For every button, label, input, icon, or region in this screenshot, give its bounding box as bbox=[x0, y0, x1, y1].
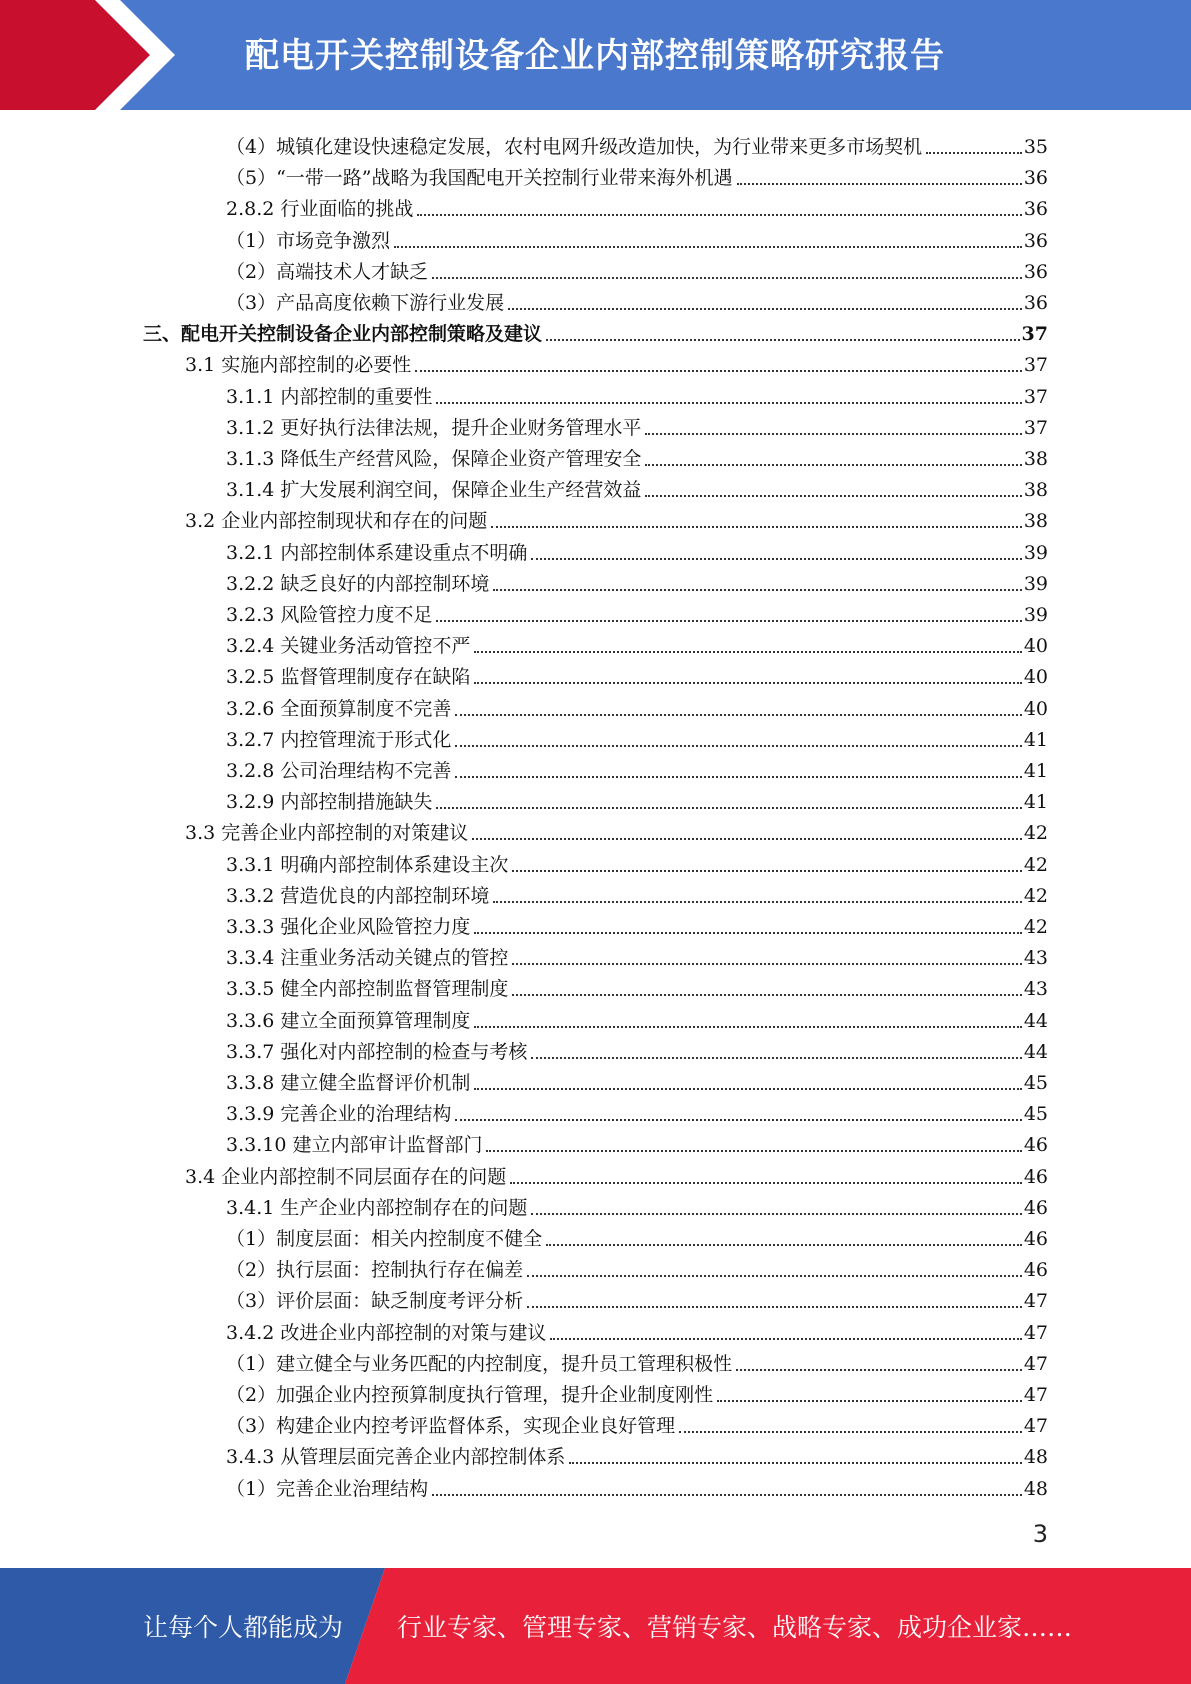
toc-entry-page: 41 bbox=[1023, 760, 1048, 782]
toc-dot-leader bbox=[493, 589, 1021, 591]
toc-entry-page: 39 bbox=[1023, 572, 1048, 595]
toc-dot-leader bbox=[472, 838, 1022, 840]
toc-entry-page: 46 bbox=[1023, 1259, 1048, 1282]
toc-entry-page: 45 bbox=[1023, 1072, 1048, 1094]
toc-entry[interactable] bbox=[226, 1407, 1048, 1438]
toc-entry[interactable] bbox=[226, 690, 1048, 721]
toc-dot-leader bbox=[645, 464, 1021, 466]
toc-entry-page: 36 bbox=[1023, 229, 1048, 252]
toc-dot-leader bbox=[474, 932, 1021, 934]
toc-entry-page: 40 bbox=[1023, 666, 1048, 689]
toc-entry-page: 42 bbox=[1023, 853, 1048, 876]
toc-dot-leader bbox=[455, 776, 1021, 778]
toc-entry-title: （1）建立健全与业务匹配的内控制度，提升员工管理积极性 bbox=[226, 1352, 733, 1375]
toc-entry[interactable] bbox=[226, 253, 1048, 284]
toc-entry-page: 36 bbox=[1023, 198, 1048, 221]
toc-entry-page: 36 bbox=[1023, 260, 1048, 283]
toc-entry[interactable] bbox=[226, 1282, 1048, 1313]
toc-entry[interactable] bbox=[226, 1126, 1048, 1157]
toc-entry-page: 42 bbox=[1023, 822, 1048, 845]
toc-entry[interactable] bbox=[226, 596, 1048, 627]
toc-entry-title: 3.3.1 明确内部控制体系建设主次 bbox=[226, 853, 509, 876]
toc-entry-title: （5）“一带一路”战略为我国配电开关控制行业带来海外机遇 bbox=[226, 167, 733, 190]
toc-entry-page: 48 bbox=[1023, 1446, 1048, 1469]
toc-entry[interactable] bbox=[226, 1220, 1048, 1251]
toc-entry[interactable] bbox=[226, 939, 1048, 970]
toc-entry-page: 39 bbox=[1023, 541, 1048, 564]
toc-entry-page: 41 bbox=[1023, 728, 1048, 751]
toc-entry-title: 3.3.6 建立全面预算管理制度 bbox=[226, 1009, 471, 1032]
toc-dot-leader bbox=[474, 651, 1021, 653]
toc-entry[interactable] bbox=[226, 752, 1048, 783]
page-footer bbox=[0, 1568, 1191, 1684]
toc-dot-leader bbox=[512, 870, 1021, 872]
toc-entry-page: 46 bbox=[1023, 1165, 1048, 1188]
toc-entry[interactable] bbox=[226, 1438, 1048, 1469]
toc-entry-page: 36 bbox=[1023, 292, 1048, 314]
toc-dot-leader bbox=[645, 433, 1021, 435]
toc-entry-title: （3）构建企业内控考评监督体系，实现企业良好管理 bbox=[226, 1415, 676, 1438]
toc-entry[interactable] bbox=[226, 1033, 1048, 1064]
toc-entry[interactable] bbox=[226, 846, 1048, 877]
toc-entry-title: 3.1 实施内部控制的必要性 bbox=[185, 354, 412, 377]
toc-entry[interactable] bbox=[226, 222, 1048, 253]
toc-entry-page: 37 bbox=[1023, 385, 1048, 408]
toc-dot-leader bbox=[546, 339, 1020, 341]
toc-entry[interactable] bbox=[185, 1158, 1048, 1189]
toc-entry-page: 45 bbox=[1023, 1103, 1048, 1126]
toc-entry-page: 47 bbox=[1023, 1415, 1048, 1438]
toc-entry-page: 38 bbox=[1023, 479, 1048, 502]
toc-entry[interactable] bbox=[226, 471, 1048, 502]
toc-entry[interactable] bbox=[226, 1470, 1048, 1501]
toc-entry-page: 39 bbox=[1023, 604, 1048, 626]
toc-dot-leader bbox=[510, 1182, 1022, 1184]
toc-entry[interactable] bbox=[226, 378, 1048, 409]
toc-entry[interactable] bbox=[226, 721, 1048, 752]
toc-entry[interactable] bbox=[226, 1189, 1048, 1220]
toc-entry-title: 3.3.3 强化企业风险管控力度 bbox=[226, 916, 471, 938]
toc-entry-page: 35 bbox=[1023, 136, 1048, 158]
toc-entry[interactable] bbox=[226, 658, 1048, 689]
toc-dot-leader bbox=[736, 1369, 1022, 1371]
toc-entry-page: 47 bbox=[1023, 1384, 1048, 1406]
toc-entry-title: （2）加强企业内控预算制度执行管理，提升企业制度刚性 bbox=[226, 1384, 714, 1406]
toc-entry-title: （3）评价层面：缺乏制度考评分析 bbox=[226, 1290, 524, 1313]
toc-entry-title: 3.1.2 更好执行法律法规，提升企业财务管理水平 bbox=[226, 416, 642, 439]
toc-entry-title: 3.4 企业内部控制不同层面存在的问题 bbox=[185, 1165, 507, 1188]
toc-entry-title: 3.3.4 注重业务活动关键点的管控 bbox=[226, 947, 509, 970]
toc-entry-title: 3.2.2 缺乏良好的内部控制环境 bbox=[226, 572, 490, 595]
toc-entry-title: （3）产品高度依赖下游行业发展 bbox=[226, 292, 505, 314]
toc-entry[interactable] bbox=[226, 128, 1048, 159]
header-title: 配电开关控制设备企业内部控制策略研究报告 bbox=[245, 36, 945, 76]
toc-dot-leader bbox=[679, 1431, 1022, 1433]
toc-entry-page: 47 bbox=[1023, 1321, 1048, 1344]
toc-entry-page: 40 bbox=[1023, 635, 1048, 658]
toc-entry-title: （1）完善企业治理结构 bbox=[226, 1477, 429, 1500]
toc-entry[interactable] bbox=[226, 1002, 1048, 1033]
toc-entry-title: 三、配电开关控制设备企业内部控制策略及建议 bbox=[143, 323, 543, 346]
toc-entry-title: 3.2.3 风险管控力度不足 bbox=[226, 604, 433, 626]
toc-dot-leader bbox=[474, 682, 1021, 684]
toc-dot-leader bbox=[645, 495, 1021, 497]
toc-entry[interactable] bbox=[226, 783, 1048, 814]
toc-dot-leader bbox=[546, 1244, 1022, 1246]
toc-dot-leader bbox=[717, 1400, 1022, 1402]
toc-entry-page: 42 bbox=[1023, 884, 1048, 907]
toc-entry-page: 38 bbox=[1023, 510, 1048, 533]
toc-dot-leader bbox=[455, 745, 1021, 747]
toc-entry-title: 3.4.3 从管理层面完善企业内部控制体系 bbox=[226, 1446, 566, 1469]
toc-entry-title: 3.2 企业内部控制现状和存在的问题 bbox=[185, 510, 488, 533]
toc-entry[interactable] bbox=[226, 190, 1048, 221]
toc-entry[interactable] bbox=[226, 877, 1048, 908]
toc-entry-title: 3.3.9 完善企业的治理结构 bbox=[226, 1103, 452, 1126]
toc-entry[interactable] bbox=[226, 565, 1048, 596]
toc-entry-title: 3.4.1 生产企业内部控制存在的问题 bbox=[226, 1196, 528, 1219]
toc-dot-leader bbox=[474, 1088, 1021, 1090]
toc-dot-leader bbox=[531, 1057, 1021, 1059]
toc-dot-leader bbox=[436, 402, 1021, 404]
toc-entry[interactable] bbox=[226, 440, 1048, 471]
toc-entry-page: 37 bbox=[1023, 354, 1048, 377]
toc-entry[interactable] bbox=[226, 1345, 1048, 1376]
toc-entry-title: （1）市场竞争激烈 bbox=[226, 229, 391, 252]
toc-dot-leader bbox=[527, 1275, 1022, 1277]
toc-entry-title: 3.1.3 降低生产经营风险，保障企业资产管理安全 bbox=[226, 448, 642, 470]
toc-entry[interactable] bbox=[226, 1251, 1048, 1282]
toc-dot-leader bbox=[926, 152, 1022, 154]
toc-dot-leader bbox=[474, 1026, 1021, 1028]
toc-entry[interactable] bbox=[226, 1095, 1048, 1126]
toc-dot-leader bbox=[491, 526, 1022, 528]
toc-entry-page: 47 bbox=[1023, 1290, 1048, 1313]
toc-dot-leader bbox=[432, 1494, 1022, 1496]
toc-entry-page: 42 bbox=[1023, 916, 1048, 938]
toc-entry[interactable] bbox=[185, 502, 1048, 533]
toc-entry-page: 44 bbox=[1023, 1009, 1048, 1032]
toc-entry-title: 3.1.4 扩大发展利润空间，保障企业生产经营效益 bbox=[226, 479, 642, 502]
toc-entry-title: （4）城镇化建设快速稳定发展，农村电网升级改造加快，为行业带来更多市场契机 bbox=[226, 136, 923, 158]
toc-dot-leader bbox=[486, 1150, 1021, 1152]
toc-entry-title: 3.2.9 内部控制措施缺失 bbox=[226, 791, 433, 814]
footer-slogan-left: 让每个人都能成为 bbox=[143, 1613, 344, 1642]
toc-entry-page: 46 bbox=[1023, 1196, 1048, 1219]
toc-entry-page: 37 bbox=[1021, 323, 1048, 346]
toc-entry[interactable] bbox=[226, 409, 1048, 440]
toc-entry[interactable] bbox=[226, 1314, 1048, 1345]
toc-dot-leader bbox=[512, 994, 1021, 996]
toc-dot-leader bbox=[415, 370, 1022, 372]
toc-dot-leader bbox=[569, 1462, 1021, 1464]
toc-entry[interactable] bbox=[185, 346, 1048, 377]
toc-entry[interactable] bbox=[226, 159, 1048, 190]
toc-entry-title: （2）执行层面：控制执行存在偏差 bbox=[226, 1259, 524, 1282]
footer-slogan-right: 行业专家、管理专家、营销专家、战略专家、成功企业家…… bbox=[397, 1613, 1073, 1642]
toc-entry-title: 3.3.2 营造优良的内部控制环境 bbox=[226, 884, 490, 907]
toc-entry[interactable] bbox=[226, 970, 1048, 1001]
toc-entry-page: 43 bbox=[1023, 978, 1048, 1001]
toc-entry-title: 3.1.1 内部控制的重要性 bbox=[226, 385, 433, 408]
toc-entry-page: 37 bbox=[1023, 416, 1048, 439]
toc-dot-leader bbox=[436, 620, 1021, 622]
toc-entry-page: 41 bbox=[1023, 791, 1048, 814]
page-number: 3 bbox=[1032, 1520, 1048, 1548]
toc-dot-leader bbox=[550, 1338, 1021, 1340]
toc-dot-leader bbox=[508, 308, 1022, 310]
toc-entry-page: 47 bbox=[1023, 1352, 1048, 1375]
toc-dot-leader bbox=[512, 963, 1021, 965]
toc-entry-title: （2）高端技术人才缺乏 bbox=[226, 260, 429, 283]
toc-entry-page: 40 bbox=[1023, 697, 1048, 720]
toc-entry-page: 38 bbox=[1023, 448, 1048, 470]
toc-entry-title: 3.3.5 健全内部控制监督管理制度 bbox=[226, 978, 509, 1001]
toc-entry-title: 3.4.2 改进企业内部控制的对策与建议 bbox=[226, 1321, 547, 1344]
toc-dot-leader bbox=[531, 558, 1021, 560]
toc-entry-title: 3.3.8 建立健全监督评价机制 bbox=[226, 1072, 471, 1094]
toc-entry-title: 3.2.6 全面预算制度不完善 bbox=[226, 697, 452, 720]
toc-entry[interactable] bbox=[143, 315, 1048, 346]
toc-entry-title: 3.2.1 内部控制体系建设重点不明确 bbox=[226, 541, 528, 564]
toc-dot-leader bbox=[455, 714, 1021, 716]
toc-dot-leader bbox=[531, 1213, 1021, 1215]
toc-entry-title: 3.2.5 监督管理制度存在缺陷 bbox=[226, 666, 471, 689]
toc-entry[interactable] bbox=[226, 1376, 1048, 1407]
toc-entry-title: （1）制度层面：相关内控制度不健全 bbox=[226, 1228, 543, 1250]
toc-entry[interactable] bbox=[226, 627, 1048, 658]
toc-entry-title: 3.2.7 内控管理流于形式化 bbox=[226, 728, 452, 751]
toc-dot-leader bbox=[432, 277, 1022, 279]
toc-dot-leader bbox=[737, 183, 1022, 185]
toc-entry-page: 48 bbox=[1023, 1477, 1048, 1500]
toc-entry[interactable] bbox=[226, 284, 1048, 315]
toc-dot-leader bbox=[527, 1306, 1022, 1308]
toc-entry-page: 43 bbox=[1023, 947, 1048, 970]
toc-entry[interactable] bbox=[185, 814, 1048, 845]
toc-dot-leader bbox=[417, 214, 1021, 216]
toc-entry-title: 3.3.7 强化对内部控制的检查与考核 bbox=[226, 1040, 528, 1063]
toc-entry[interactable] bbox=[226, 908, 1048, 939]
toc-entry-title: 3.2.4 关键业务活动管控不严 bbox=[226, 635, 471, 658]
toc-entry[interactable] bbox=[226, 1064, 1048, 1095]
page-header bbox=[0, 0, 1191, 110]
toc-entry-title: 2.8.2 行业面临的挑战 bbox=[226, 198, 414, 221]
toc-entry-page: 44 bbox=[1023, 1040, 1048, 1063]
toc-entry-page: 36 bbox=[1023, 167, 1048, 190]
toc-entry-title: 3.3.10 建立内部审计监督部门 bbox=[226, 1134, 483, 1157]
toc-dot-leader bbox=[436, 807, 1021, 809]
toc-entry-page: 46 bbox=[1023, 1228, 1048, 1250]
toc-entry-title: 3.3 完善企业内部控制的对策建议 bbox=[185, 822, 469, 845]
toc-dot-leader bbox=[493, 901, 1021, 903]
toc-dot-leader bbox=[455, 1119, 1021, 1121]
toc-entry-title: 3.2.8 公司治理结构不完善 bbox=[226, 760, 452, 782]
toc-dot-leader bbox=[394, 246, 1022, 248]
toc-entry[interactable] bbox=[226, 534, 1048, 565]
toc-entry-page: 46 bbox=[1023, 1134, 1048, 1157]
